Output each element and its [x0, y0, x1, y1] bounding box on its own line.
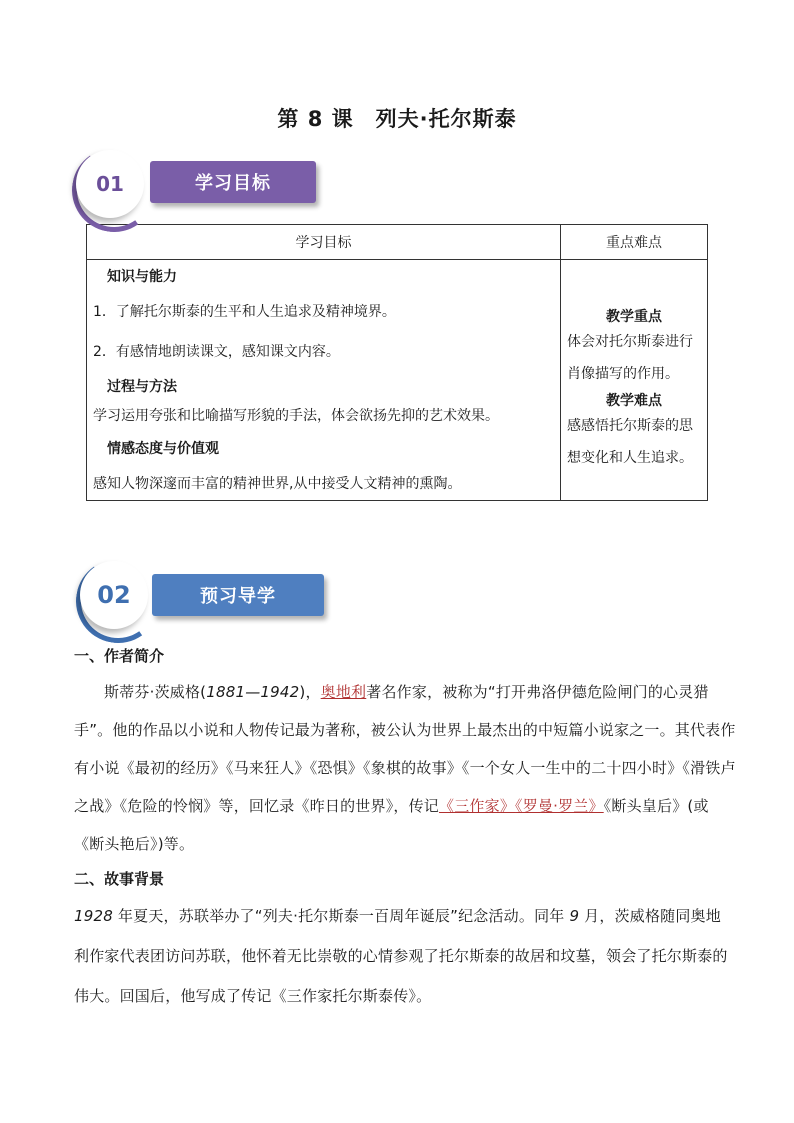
process-text: 学习运用夸张和比喻描写形貌的手法，体会欲扬先抑的艺术效果。: [93, 408, 499, 424]
key-heading: 教学重点: [606, 309, 662, 325]
section-number: 01: [76, 150, 144, 218]
difficult-heading: 教学难点: [606, 393, 662, 409]
author-paragraph: [74, 673, 736, 863]
background-year: 1928: [74, 907, 113, 925]
knowledge-heading: 知识与能力: [107, 269, 177, 285]
author-years: 1881—1942: [206, 683, 300, 701]
author-text: 《断头皇后》(或《断头艳后》)等。: [74, 797, 709, 853]
author-text: )，: [299, 683, 321, 701]
author-text: 斯蒂芬·茨威格(: [104, 683, 207, 701]
table-header-keypoints: 重点难点: [561, 225, 708, 260]
page-title: 第 8 课 列夫·托尔斯泰: [277, 107, 517, 131]
emotion-text: 感知人物深邃而丰富的精神世界,从中接受人文精神的熏陶。: [93, 476, 462, 492]
keypoints-cell: [561, 260, 708, 501]
author-heading: 一、作者简介: [74, 647, 165, 665]
table-header-goals: 学习目标: [87, 225, 561, 260]
biography-link[interactable]: 《三作家》: [439, 797, 516, 815]
author-text: 著名作家，被称为“打开弗洛伊德危险闸门的心灵猎手”。他的作品以小说和人物传记最为著称，被公认为世界上最杰出的中短篇小说家之一。其代表作有小说《最初的经历》《马来狂人》《恐惧》《象棋的故事》《一个女人一生中的二十四小时》《滑铁卢之战》《危险的怜悯》等，回忆录《昨日的世界》，传记: [74, 683, 736, 815]
knowledge-item: 1．了解托尔斯泰的生平和人生追求及精神境界。: [93, 304, 396, 320]
background-text: 月，茨威格随同奥地利作家代表团访问苏联，他怀着无比崇敬的心情参观了托尔斯泰的故居和坟墓，领会了托尔斯泰的伟大。回国后，他写成了传记《三作家托尔斯泰传》。: [74, 907, 728, 1005]
background-heading: 二、故事背景: [74, 870, 165, 888]
process-heading: 过程与方法: [107, 379, 177, 395]
biography-link[interactable]: 《罗曼·罗兰》: [515, 797, 604, 815]
emotion-heading: 情感态度与价值观: [107, 441, 219, 457]
background-paragraph: [74, 896, 736, 1016]
goals-table: [86, 224, 708, 501]
section-number: 02: [80, 561, 148, 629]
country-link[interactable]: 奥地利: [320, 683, 367, 701]
background-text: 年夏天，苏联举办了“列夫·托尔斯泰一百周年诞辰”纪念活动。同年: [112, 907, 570, 925]
background-month: 9: [569, 907, 580, 925]
section-label: 学习目标: [150, 161, 316, 203]
section-label: 预习导学: [152, 574, 324, 616]
goals-cell: [87, 260, 561, 501]
key-text: 体会对托尔斯泰进行肖像描写的作用。: [567, 334, 693, 382]
difficult-text: 感感悟托尔斯泰的思想变化和人生追求。: [567, 418, 693, 466]
knowledge-item: 2．有感情地朗读课文，感知课文内容。: [93, 344, 340, 360]
